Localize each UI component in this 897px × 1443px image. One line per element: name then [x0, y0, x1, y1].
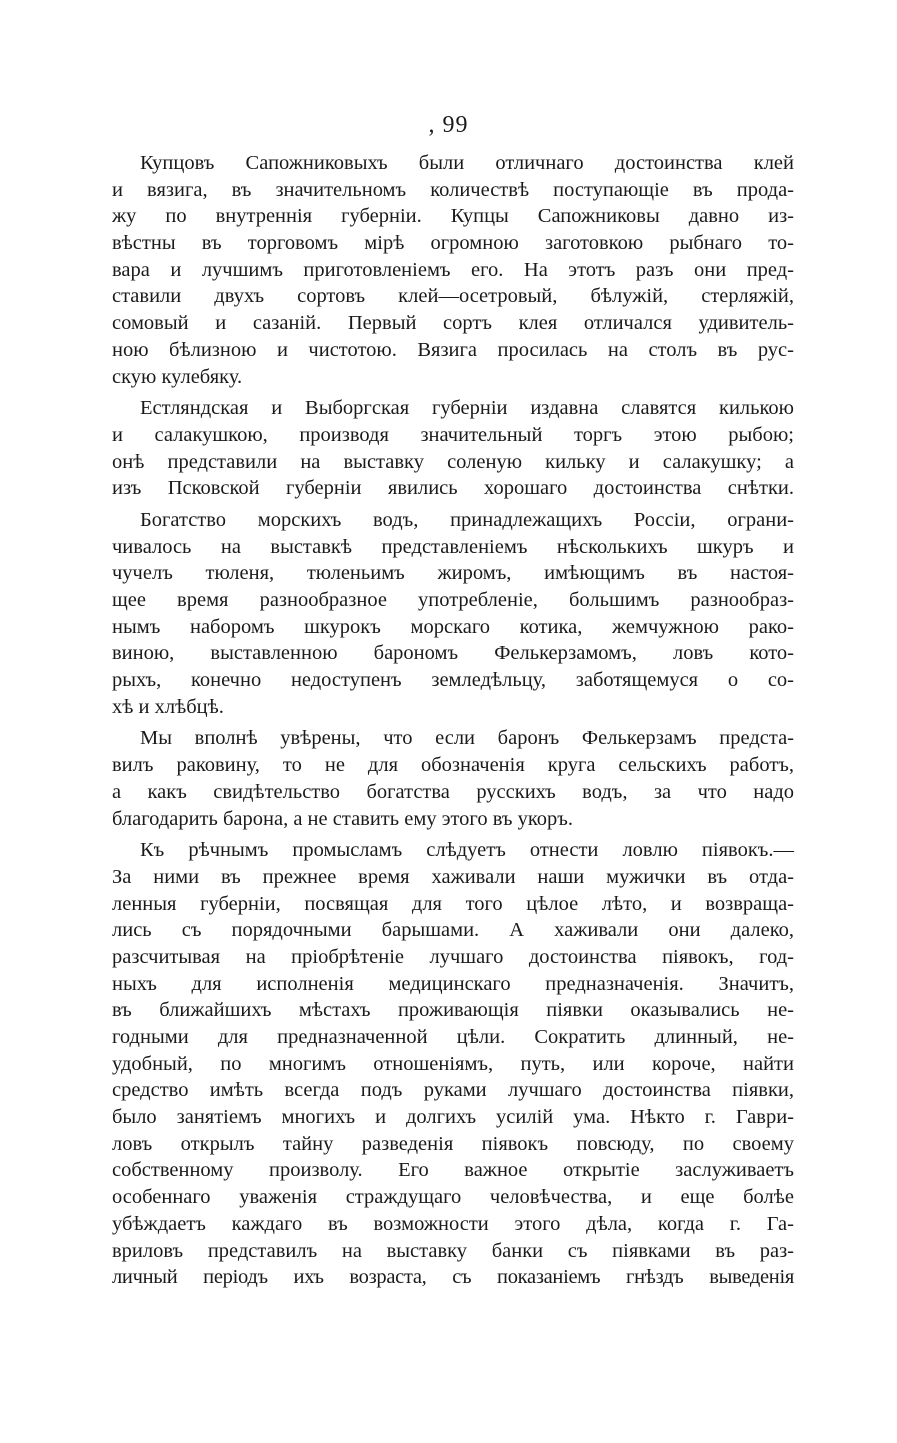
- text-line: собственному произволу. Его важное открытіе заслуживаетъ: [112, 1159, 794, 1182]
- text-line: онѣ представили на выставку соленую кильку и салакушку; а: [112, 450, 794, 473]
- text-line: Естляндская и Выборгская губерніи издавна славятся килькою: [140, 397, 794, 420]
- text-line: Къ рѣчнымъ промысламъ слѣдуетъ отнести ловлю піявокъ.—: [140, 839, 794, 862]
- paragraph-5: [112, 837, 794, 1291]
- text-line: рыхъ, конечно недоступенъ земледѣльцу, заботящемуся о со-: [112, 669, 794, 692]
- text-line: Мы вполнѣ увѣрены, что если баронъ Фелькерзамъ предста-: [140, 727, 794, 750]
- body-text: [112, 150, 794, 1296]
- text-line: годными для предназначенной цѣли. Сократить длинный, не-: [112, 1026, 794, 1048]
- text-line: вѣстны въ торговомъ мірѣ огромною заготовкою рыбнаго то-: [112, 232, 794, 255]
- text-line: вриловъ представилъ на выставку банки съ піявками въ раз-: [112, 1239, 794, 1262]
- text-line: изъ Псковской губерніи явились хорошаго достоинства снѣтки.: [112, 477, 794, 500]
- text-line: ловъ открылъ тайну разведенія піявокъ повсюду, по своему: [112, 1132, 794, 1155]
- text-line: За ними въ прежнее время хаживали наши мужички въ отда-: [112, 865, 794, 888]
- text-line: убѣждаетъ каждаго въ возможности этого дѣла, когда г. Га-: [112, 1212, 794, 1235]
- text-line: чучелъ тюленя, тюленьимъ жиромъ, имѣющимъ въ настоя-: [112, 562, 794, 585]
- text-line: чивалось на выставкѣ представленіемъ нѣсколькихъ шкуръ и: [112, 535, 794, 558]
- text-line: вара и лучшимъ приготовленіемъ его. На этотъ разъ они пред-: [112, 258, 794, 281]
- paragraph-3: [112, 507, 794, 721]
- text-line: разсчитывая на пріобрѣтеніе лучшаго достоинства піявокъ, год-: [112, 945, 794, 968]
- text-line: благодарить барона, а не ставить ему этого въ укоръ.: [112, 807, 573, 830]
- text-line: Богатство морскихъ водъ, принадлежащихъ Россіи, ограни-: [140, 508, 794, 531]
- text-line: а какъ свидѣтельство богатства русскихъ водъ, за что надо: [112, 780, 794, 803]
- text-line: лись съ порядочными барышами. А хаживали они далеко,: [112, 919, 794, 942]
- paragraph-4: [112, 725, 794, 832]
- text-line: было занятіемъ многихъ и долгихъ усилій ума. Нѣкто г. Гаври-: [112, 1106, 794, 1129]
- text-line: личный періодъ ихъ возраста, съ показаніемъ гнѣздъ выведенія: [112, 1266, 794, 1289]
- text-line: виною, выставленною барономъ Фелькерзамомъ, ловъ кото-: [112, 642, 794, 665]
- text-line: ною бѣлизною и чистотою. Вязига просилась на столъ въ рус-: [112, 338, 794, 361]
- text-line: нымъ наборомъ шкурокъ морскаго котика, жемчужною рако-: [112, 615, 794, 638]
- paragraph-1: [112, 150, 794, 390]
- text-line: хѣ и хлѣбцѣ.: [112, 695, 224, 718]
- text-line: особеннаго уваженія страждущаго человѣчества, и еще болѣе: [112, 1186, 794, 1209]
- text-line: вилъ раковину, то не для обозначенія круга сельскихъ работъ,: [112, 754, 794, 777]
- text-line: ставили двухъ сортовъ клей—осетровый, бѣлужій, стерляжій,: [112, 285, 794, 308]
- text-line: въ ближайшихъ мѣстахъ проживающія піявки оказывались не-: [112, 999, 794, 1022]
- text-line: сомовый и сазаній. Первый сортъ клея отличался удивитель-: [112, 312, 794, 335]
- text-line: и салакушкою, производя значительный торгъ этою рыбою;: [112, 423, 794, 446]
- paragraph-2: [112, 395, 794, 502]
- text-line: средство имѣть всегда подъ руками лучшаго достоинства піявки,: [112, 1079, 794, 1102]
- text-line: скую кулебяку.: [112, 365, 243, 388]
- text-line: ленныя губерніи, посвящая для того цѣлое лѣто, и возвраща-: [112, 892, 794, 915]
- text-line: жу по внутреннія губерніи. Купцы Сапожниковы давно из-: [112, 205, 794, 228]
- text-line: и вязига, въ значительномъ количествѣ поступающіе въ прода-: [112, 178, 794, 201]
- text-line: Купцовъ Сапожниковыхъ были отличнаго достоинства клей: [140, 152, 794, 174]
- text-line: ныхъ для исполненія медицинскаго предназначенія. Значитъ,: [112, 972, 794, 995]
- page-number: , 99: [428, 112, 469, 138]
- text-line: щее время разнообразное употребленіе, большимъ разнообраз-: [112, 589, 794, 611]
- text-line: удобный, по многимъ отношеніямъ, путь, или короче, найти: [112, 1052, 794, 1075]
